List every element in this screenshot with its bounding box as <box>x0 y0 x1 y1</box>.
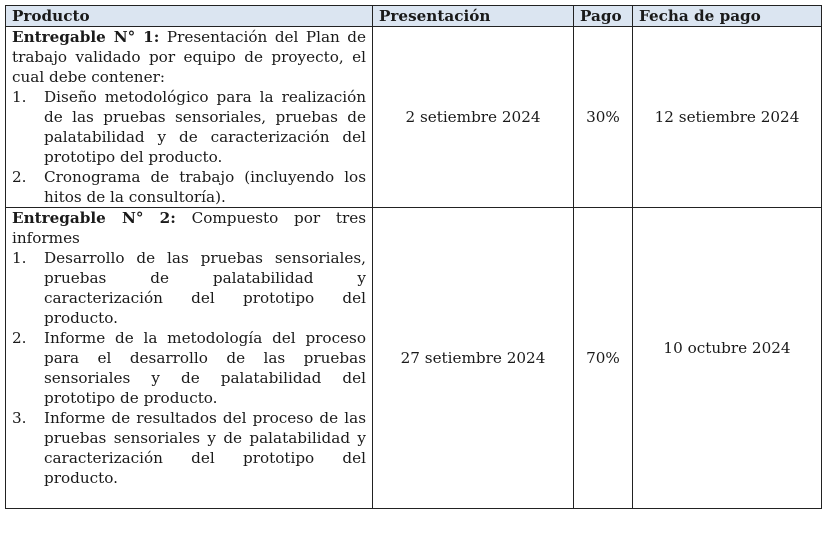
payment-percent: 70% <box>574 208 633 509</box>
header-presentacion: Presentación <box>373 6 574 27</box>
list-item-text: Informe de la metodología del proceso para el desarrollo de las pruebas sensoriales y de palatabilidad del prototipo de producto. <box>44 329 366 407</box>
deliverable-intro <box>12 208 366 248</box>
header-row <box>6 6 822 27</box>
presentation-date: 2 setiembre 2024 <box>373 27 574 208</box>
list-item <box>12 328 366 408</box>
deliverable-intro <box>12 27 366 87</box>
payment-percent: 30% <box>574 27 633 208</box>
product-cell <box>6 208 373 509</box>
list-number: 3. <box>12 409 27 427</box>
list-item <box>12 167 366 207</box>
list-item <box>12 248 366 328</box>
deliverable-title: Entregable N° 1: <box>12 28 160 46</box>
presentation-date: 27 setiembre 2024 <box>373 208 574 509</box>
header-fecha-pago: Fecha de pago <box>633 6 822 27</box>
table-row <box>6 27 822 208</box>
list-number: 1. <box>12 249 27 267</box>
header-producto: Producto <box>6 6 373 27</box>
list-item-text: Desarrollo de las pruebas sensoriales, pruebas de palatabilidad y caracterización del prototipo del producto. <box>44 249 366 327</box>
list-item-text: Informe de resultados del proceso de las pruebas sensoriales y de palatabilidad y caracterización del prototipo del producto. <box>44 409 366 487</box>
list-item <box>12 87 366 167</box>
header-pago: Pago <box>574 6 633 27</box>
list-item-text: Cronograma de trabajo (incluyendo los hitos de la consultoría). <box>44 168 366 206</box>
product-cell <box>6 27 373 208</box>
table-row <box>6 208 822 509</box>
list-item <box>12 408 366 488</box>
deliverables-table <box>5 5 822 509</box>
deliverable-title: Entregable N° 2: <box>12 209 176 227</box>
deliverable-description: Presentación del Plan de trabajo validado por equipo de proyecto, el cual debe contener: <box>12 28 366 86</box>
list-number: 2. <box>12 329 27 347</box>
list-item-text: Diseño metodológico para la realización de las pruebas sensoriales, pruebas de palatabilidad y de caracterización del prototipo del producto. <box>44 88 366 166</box>
payment-date: 10 octubre 2024 <box>633 208 822 509</box>
deliverable-items <box>12 248 366 488</box>
deliverable-description: Compuesto por tres informes <box>12 209 366 247</box>
deliverable-items <box>12 87 366 207</box>
list-number: 1. <box>12 88 27 106</box>
list-number: 2. <box>12 168 27 186</box>
payment-date: 12 setiembre 2024 <box>633 27 822 208</box>
